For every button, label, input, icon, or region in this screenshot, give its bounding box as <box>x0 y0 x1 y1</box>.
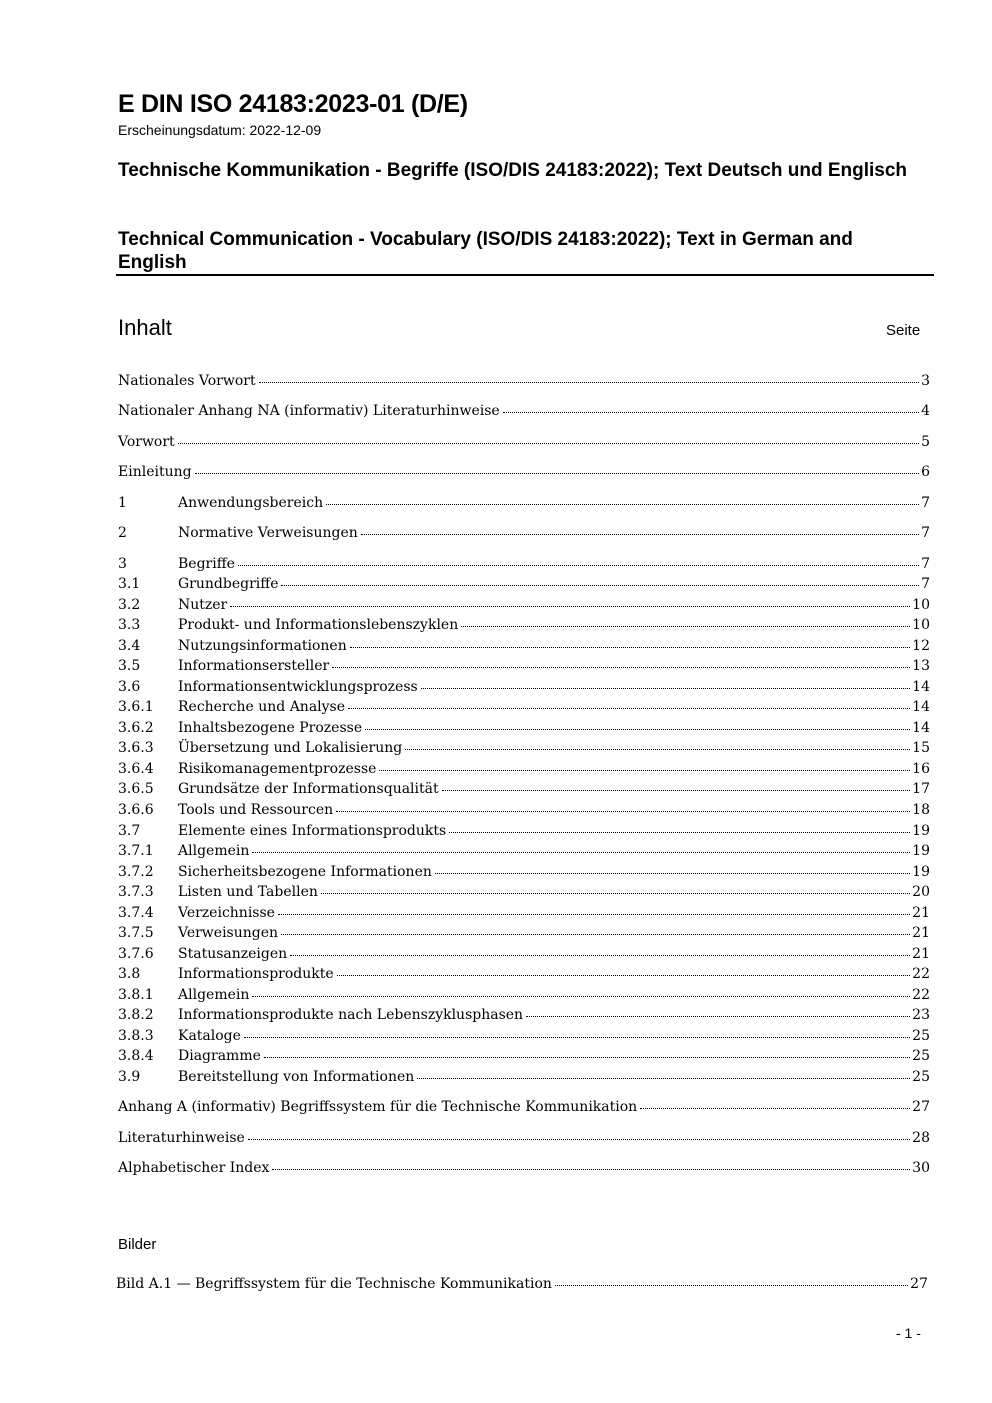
leader-dots <box>555 1284 908 1286</box>
leader-dots <box>264 1056 910 1058</box>
leader-dots <box>405 748 910 750</box>
toc-entry[interactable] <box>118 1099 930 1119</box>
leader-dots <box>248 1138 910 1140</box>
toc-entry[interactable] <box>118 946 930 966</box>
toc-entry-title: Literaturhinweise <box>118 1130 245 1146</box>
toc-entry-page: 16 <box>912 761 930 777</box>
toc-entry[interactable] <box>118 1028 930 1048</box>
toc-entry-title: Recherche und Analyse <box>178 699 346 715</box>
toc-entry-page: 30 <box>912 1160 930 1176</box>
toc-entry-title: Übersetzung und Lokalisierung <box>178 740 403 756</box>
toc-entry-number: 3.4 <box>118 638 141 654</box>
toc-entry-title: Inhaltsbezogene Prozesse <box>178 720 363 736</box>
leader-dots <box>640 1107 910 1109</box>
figure-entry-page: 27 <box>910 1276 928 1292</box>
toc-entry-page: 19 <box>912 843 930 859</box>
toc-entry-page: 15 <box>912 740 930 756</box>
document-title: E DIN ISO 24183:2023-01 (D/E) <box>118 90 468 118</box>
toc-entry-number: 3.6.5 <box>118 781 154 797</box>
toc-entry-number: 3.8.3 <box>118 1028 154 1044</box>
toc-heading: Inhalt <box>118 315 172 340</box>
leader-dots <box>259 381 920 383</box>
toc-entry-number: 3.7.1 <box>118 843 154 859</box>
toc-entry-number: 3.6.4 <box>118 761 154 777</box>
toc-entry-title: Nutzungsinformationen <box>178 638 347 654</box>
leader-dots <box>321 892 910 894</box>
toc-entry-page: 19 <box>912 864 930 880</box>
release-date: Erscheinungsdatum: 2022-12-09 <box>118 122 322 138</box>
toc-entry[interactable] <box>118 761 930 781</box>
toc-entry-title: Nationales Vorwort <box>118 373 256 389</box>
toc-entry-number: 3.1 <box>118 576 141 592</box>
leader-dots <box>195 472 920 474</box>
subtitle-english: Technical Communication - Vocabulary (ISO/DIS 24183:2022); Text in German and English <box>118 229 853 273</box>
toc-entry-page: 12 <box>912 638 930 654</box>
toc-entry-page: 7 <box>921 556 930 572</box>
toc-entry-number: 1 <box>118 495 127 511</box>
toc-entry-page: 18 <box>912 802 930 818</box>
toc-entry-number: 3.9 <box>118 1069 141 1085</box>
toc-entry-number: 3.7 <box>118 823 141 839</box>
toc-entry[interactable] <box>118 373 930 393</box>
toc-entry-page: 7 <box>921 495 930 511</box>
toc-entry[interactable] <box>118 525 930 545</box>
toc-entry-page: 22 <box>912 987 930 1003</box>
leader-dots <box>449 831 910 833</box>
toc-entry-title: Vorwort <box>118 434 175 450</box>
toc-entry[interactable] <box>118 1048 930 1068</box>
toc-entry-title: Risikomanagementprozesse <box>178 761 377 777</box>
toc-entry-number: 3.7.3 <box>118 884 154 900</box>
leader-dots <box>417 1077 910 1079</box>
toc-entry-page: 23 <box>912 1007 930 1023</box>
page-number: - 1 - <box>896 1325 921 1341</box>
toc-entry[interactable] <box>118 1007 930 1027</box>
leader-dots <box>526 1015 910 1017</box>
toc-entry-number: 3 <box>118 556 127 572</box>
toc-entry-title: Nationaler Anhang NA (informativ) Literaturhinweise <box>118 403 500 419</box>
toc-entry-title: Anhang A (informativ) Begriffssystem für die Technische Kommunikation <box>118 1099 638 1115</box>
leader-dots <box>290 954 910 956</box>
toc-entry-page: 14 <box>912 679 930 695</box>
leader-dots <box>336 810 910 812</box>
toc-entry[interactable] <box>118 556 930 576</box>
toc-entry-page: 10 <box>912 597 930 613</box>
toc-entry[interactable] <box>118 740 930 760</box>
toc-entry-number: 3.7.6 <box>118 946 154 962</box>
toc-entry[interactable] <box>118 434 930 454</box>
leader-dots <box>421 687 910 689</box>
toc-entry-title: Verweisungen <box>178 925 279 941</box>
leader-dots <box>461 625 910 627</box>
toc-entry-title: Bereitstellung von Informationen <box>178 1069 415 1085</box>
toc-entry-page: 13 <box>912 658 930 674</box>
leader-dots <box>361 533 919 535</box>
toc-entry-title: Verzeichnisse <box>178 905 275 921</box>
toc-entry-number: 3.6.2 <box>118 720 154 736</box>
toc-entry[interactable] <box>118 617 930 637</box>
leader-dots <box>326 503 919 505</box>
toc-entry-title: Normative Verweisungen <box>178 525 358 541</box>
leader-dots <box>365 728 910 730</box>
toc-entry-page: 21 <box>912 946 930 962</box>
toc-entry-number: 3.3 <box>118 617 141 633</box>
leader-dots <box>348 707 910 709</box>
leader-dots <box>350 646 910 648</box>
toc-entry-number: 3.6.3 <box>118 740 154 756</box>
leader-dots <box>337 974 911 976</box>
toc-page-column-label: Seite <box>886 322 921 339</box>
leader-dots <box>252 995 910 997</box>
toc-entry[interactable] <box>118 1160 930 1180</box>
toc-entry-page: 5 <box>921 434 930 450</box>
toc-entry[interactable] <box>118 720 930 740</box>
toc-entry[interactable] <box>118 781 930 801</box>
toc-entry-number: 3.8.2 <box>118 1007 154 1023</box>
toc-entry-title: Elemente eines Informationsprodukts <box>178 823 447 839</box>
figures-heading: Bilder <box>118 1236 157 1253</box>
toc-entry-page: 7 <box>921 576 930 592</box>
toc-entry-page: 22 <box>912 966 930 982</box>
leader-dots <box>435 872 910 874</box>
toc-entry-number: 3.8 <box>118 966 141 982</box>
toc-entry-title: Informationsersteller <box>178 658 330 674</box>
toc-entry-title: Grundbegriffe <box>178 576 279 592</box>
leader-dots <box>281 584 919 586</box>
leader-dots <box>332 666 910 668</box>
toc-entry-page: 25 <box>912 1048 930 1064</box>
leader-dots <box>281 933 910 935</box>
toc-entry[interactable] <box>118 638 930 658</box>
toc-entry[interactable] <box>118 823 930 843</box>
leader-dots <box>278 913 910 915</box>
toc-entry-page: 21 <box>912 905 930 921</box>
toc-entry-title: Tools und Ressourcen <box>178 802 334 818</box>
toc-entry[interactable] <box>118 802 930 822</box>
toc-entry-title: Statusanzeigen <box>178 946 288 962</box>
toc-entry[interactable] <box>118 576 930 596</box>
toc-entry[interactable] <box>118 1069 930 1089</box>
toc-entry[interactable] <box>118 597 930 617</box>
leader-dots <box>272 1168 910 1170</box>
toc-entry-number: 3.6.1 <box>118 699 154 715</box>
toc-entry[interactable] <box>118 679 930 699</box>
toc-entry[interactable] <box>118 403 930 423</box>
toc-entry-number: 3.7.5 <box>118 925 154 941</box>
toc-entry-number: 2 <box>118 525 127 541</box>
toc-entry[interactable] <box>118 495 930 515</box>
toc-entry-title: Kataloge <box>178 1028 241 1044</box>
toc-entry-page: 7 <box>921 525 930 541</box>
toc-entry-title: Informationsprodukte nach Lebenszyklusphasen <box>178 1007 524 1023</box>
toc-entry-page: 25 <box>912 1028 930 1044</box>
subtitle-german: Technische Kommunikation - Begriffe (ISO/DIS 24183:2022); Text Deutsch und Englisch <box>118 160 908 181</box>
toc-entry-page: 21 <box>912 925 930 941</box>
toc-entry-title: Begriffe <box>178 556 235 572</box>
toc-entry[interactable] <box>118 658 930 678</box>
leader-dots <box>230 605 910 607</box>
toc-entry-title: Allgemein <box>178 843 250 859</box>
toc-entry-title: Nutzer <box>178 597 228 613</box>
toc-entry-page: 28 <box>912 1130 930 1146</box>
toc-entry-page: 17 <box>912 781 930 797</box>
toc-entry-number: 3.6 <box>118 679 141 695</box>
toc-entry-title: Informationsprodukte <box>178 966 334 982</box>
toc-entry-number: 3.8.4 <box>118 1048 154 1064</box>
toc-entry-title: Informationsentwicklungsprozess <box>178 679 418 695</box>
toc-entry[interactable] <box>118 864 930 884</box>
toc-entry-number: 3.7.4 <box>118 905 154 921</box>
toc-entry-page: 19 <box>912 823 930 839</box>
toc-entry[interactable] <box>118 464 930 484</box>
toc-entry-title: Allgemein <box>178 987 250 1003</box>
leader-dots <box>238 564 919 566</box>
toc-entry-page: 20 <box>912 884 930 900</box>
toc-entry-page: 10 <box>912 617 930 633</box>
toc-entry[interactable] <box>118 905 930 925</box>
toc-entry[interactable] <box>118 1130 930 1150</box>
figure-entry-title: Bild A.1 — Begriffssystem für die Technische Kommunikation <box>116 1276 552 1292</box>
toc-entry-title: Anwendungsbereich <box>178 495 324 511</box>
toc-entry-page: 14 <box>912 699 930 715</box>
leader-dots <box>379 769 910 771</box>
toc-entry-number: 3.5 <box>118 658 141 674</box>
toc-entry[interactable] <box>118 925 930 945</box>
toc-entry-title: Einleitung <box>118 464 192 480</box>
toc-entry-number: 3.7.2 <box>118 864 154 880</box>
toc-entry[interactable] <box>118 966 930 986</box>
toc-entry-title: Produkt- und Informationslebenszyklen <box>178 617 459 633</box>
toc-entry-title: Grundsätze der Informationsqualität <box>178 781 439 797</box>
toc-entry-page: 27 <box>912 1099 930 1115</box>
leader-dots <box>252 851 910 853</box>
toc-entry[interactable] <box>118 699 930 719</box>
leader-dots <box>244 1036 910 1038</box>
toc-entry-title: Sicherheitsbezogene Informationen <box>178 864 432 880</box>
toc-entry-page: 3 <box>921 373 930 389</box>
toc-entry-title: Alphabetischer Index <box>118 1160 270 1176</box>
leader-dots <box>178 442 919 444</box>
leader-dots <box>442 789 911 791</box>
toc-entry-page: 14 <box>912 720 930 736</box>
toc-entry-number: 3.2 <box>118 597 141 613</box>
toc-entry[interactable] <box>118 843 930 863</box>
toc-entry-title: Listen und Tabellen <box>178 884 318 900</box>
toc-entry-title: Diagramme <box>178 1048 261 1064</box>
header-divider <box>116 274 934 276</box>
toc-entry-number: 3.6.6 <box>118 802 154 818</box>
toc-entry[interactable] <box>118 884 930 904</box>
figure-entry[interactable] <box>116 1276 928 1296</box>
toc-entry[interactable] <box>118 987 930 1007</box>
toc-entry-page: 4 <box>921 403 930 419</box>
toc-entry-page: 25 <box>912 1069 930 1085</box>
leader-dots <box>503 411 919 413</box>
toc-entry-number: 3.8.1 <box>118 987 154 1003</box>
toc-entry-page: 6 <box>921 464 930 480</box>
